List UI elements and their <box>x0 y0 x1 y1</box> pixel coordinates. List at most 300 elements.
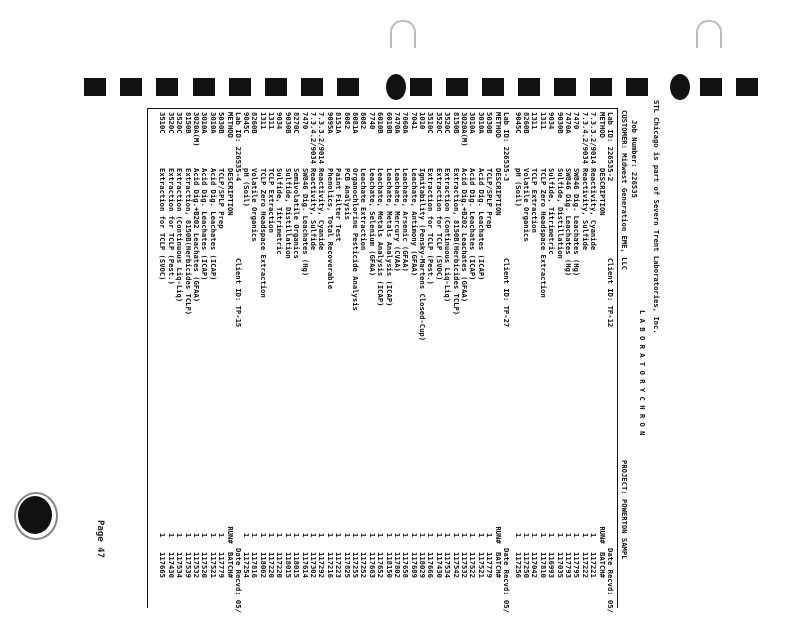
col-runs: RUN# <box>493 526 503 544</box>
batch-cell: 117521 <box>476 552 486 578</box>
method-cell: 1311 <box>530 112 540 130</box>
description-cell: Acid Dig. Leachates (ICAP) <box>200 168 210 281</box>
runs-cell: 1 <box>325 532 335 538</box>
runs-cell: 1 <box>258 532 268 538</box>
feed-hole <box>193 78 215 96</box>
method-cell: 7470A <box>392 112 402 134</box>
col-method: METHOD <box>225 112 235 138</box>
section-header <box>502 112 510 613</box>
method-cell: 7060A <box>401 112 411 134</box>
runs-cell: 1 <box>468 532 478 538</box>
runs-cell: 1 <box>418 532 428 538</box>
method-cell: 9030B <box>283 112 293 134</box>
batch-cell: 117222 <box>580 552 590 578</box>
description-cell: TCLP Extraction <box>530 168 540 233</box>
table-row <box>242 112 250 613</box>
feed-hole <box>736 78 758 96</box>
method-cell: 8150B <box>451 112 461 134</box>
method-cell: 3010A <box>468 112 478 134</box>
table-row <box>166 112 174 613</box>
description-cell: Extraction, 8150B(Herbicides TCLP) <box>451 168 461 316</box>
batch-cell: 117255 <box>350 552 360 578</box>
runs-cell: 1 <box>367 532 377 538</box>
method-cell: 7.3.3.2/9014 <box>317 112 327 164</box>
description-cell: Leachate, Metals Analysis (ICAP) <box>376 168 386 307</box>
runs-cell: 1 <box>317 532 327 538</box>
batch-cell: 117793 <box>564 552 574 578</box>
table-row <box>468 112 476 613</box>
method-cell: 8260B <box>250 112 260 134</box>
description-cell: Sulfide, Distillation <box>555 168 565 259</box>
method-cell: 1311 <box>258 112 268 130</box>
runs-cell: 1 <box>530 532 540 538</box>
batch-cell: 117256 <box>513 552 523 578</box>
runs-cell: 1 <box>217 532 227 538</box>
method-cell: 9034 <box>275 112 285 130</box>
batch-cell: 117221 <box>589 552 599 578</box>
description-cell: Organochlorine Pesticide Analysis <box>350 168 360 311</box>
runs-cell: 1 <box>589 532 599 538</box>
date-received: Date Recvd: 05/ <box>502 548 511 613</box>
batch-cell: 117802 <box>392 552 402 578</box>
feed-hole <box>518 78 540 96</box>
rows-container <box>242 112 494 613</box>
method-cell: 9030B <box>555 112 565 134</box>
table-row <box>418 112 426 613</box>
description-cell: Ignitability (Pensky-Martens Closed-Cup) <box>418 168 428 342</box>
runs-cell: 1 <box>283 532 293 538</box>
runs-cell: 1 <box>522 532 532 538</box>
table-row <box>434 112 442 613</box>
table-row <box>309 112 317 613</box>
feed-hole <box>84 78 106 96</box>
description-cell: Phenolics, Total Recoverable <box>325 168 335 290</box>
binder-hole <box>18 496 52 534</box>
feed-hole <box>265 78 287 96</box>
runs-cell: 1 <box>401 532 411 538</box>
method-cell: 5030B <box>485 112 495 134</box>
table-row <box>317 112 325 613</box>
table-row <box>208 112 216 613</box>
runs-cell: 1 <box>555 532 565 538</box>
col-batch: BATCH# <box>225 552 235 578</box>
batch-cell: 117779 <box>217 552 227 578</box>
batch-cell: 117825 <box>342 552 352 578</box>
batch-cell: 117042 <box>530 552 540 578</box>
runs-cell: 1 <box>434 532 444 538</box>
batch-cell: 118029 <box>418 552 428 578</box>
description-cell: pH (Soil) <box>241 168 251 207</box>
batch-cell: 117223 <box>334 552 344 578</box>
table-row <box>334 112 342 613</box>
method-cell: 3020A(M) <box>192 112 202 147</box>
method-cell: 7041 <box>409 112 419 130</box>
description-cell: Reactivity, Sulfide <box>580 168 590 251</box>
client-id: Client ID: TP-12 <box>606 258 615 328</box>
runs-cell: 1 <box>538 532 548 538</box>
table-row <box>580 112 588 613</box>
table-row <box>393 112 401 613</box>
method-cell: 6010B <box>376 112 386 134</box>
feed-hole <box>120 78 142 96</box>
table-row <box>426 112 434 613</box>
feed-hole <box>337 78 359 96</box>
rule-bottom <box>147 108 148 608</box>
sample-section <box>242 112 511 613</box>
description-cell: Extraction for TCLP (SVOC) <box>434 168 444 281</box>
rule-left <box>148 108 618 109</box>
lab-id: Lab ID: 226535-2 <box>606 112 615 182</box>
batch-cell: 117522 <box>468 552 478 578</box>
description-cell: Extraction (Continuous Liq-Liq) <box>443 168 453 303</box>
feed-hole <box>229 78 251 96</box>
batch-cell: 117254 <box>241 552 251 578</box>
description-cell: Reactivity, Sulfide <box>309 168 319 251</box>
client-id: Client ID: TP-15 <box>234 258 243 328</box>
description-cell: Acid Dig. Leachates (ICAP) <box>208 168 218 281</box>
col-runs: RUN# <box>225 526 235 544</box>
col-description: DESCRIPTION <box>493 168 503 216</box>
table-row <box>200 112 208 613</box>
table-row <box>275 112 283 613</box>
method-cell: 3520C <box>175 112 185 134</box>
batch-cell: 117534 <box>175 552 185 578</box>
table-row <box>175 112 183 613</box>
section-header <box>234 112 242 613</box>
feed-hole <box>590 78 612 96</box>
runs-cell: 1 <box>451 532 461 538</box>
runs-cell: 1 <box>250 532 260 538</box>
description-cell: Extraction for TCLP (Pest.) <box>426 168 436 285</box>
description-cell: TCLP/SPLP Prep <box>485 168 495 229</box>
batch-cell: 117816 <box>250 552 260 578</box>
runs-cell: 1 <box>183 532 193 538</box>
table-row <box>325 112 333 613</box>
feed-hole <box>700 78 722 96</box>
project-line: PROJECT: POWERTON SAMPL <box>620 460 629 560</box>
table-row <box>158 112 166 613</box>
table-row <box>384 112 392 613</box>
table-row <box>258 112 266 613</box>
description-cell: Volatile Organics <box>522 168 532 242</box>
method-cell: 3010A <box>476 112 486 134</box>
batch-cell: 117250 <box>522 552 532 578</box>
batch-cell: 117810 <box>538 552 548 578</box>
description-cell: Leachate, Antimony (GFAA) <box>409 168 419 277</box>
sprocket-outline <box>390 20 416 48</box>
batch-cell: 117542 <box>451 552 461 578</box>
method-cell: 9045C <box>241 112 251 134</box>
table-row <box>513 112 521 613</box>
description-cell: Sulfide, Titrimetric <box>275 168 285 255</box>
batch-cell: 117652 <box>376 552 386 578</box>
rotated-report <box>120 100 660 620</box>
description-cell: Leachate, Mercury (CVAA) <box>392 168 402 272</box>
col-method: METHOD <box>597 112 607 138</box>
feed-hole <box>410 78 432 96</box>
method-cell: 8082 <box>342 112 352 130</box>
table-row <box>476 112 484 613</box>
batch-cell: 117520 <box>200 552 210 578</box>
description-cell: Sulfide, Distillation <box>283 168 293 259</box>
runs-cell: 1 <box>564 532 574 538</box>
method-cell: 3510C <box>426 112 436 134</box>
tractor-feed-band <box>0 78 800 100</box>
batch-cell: 117539 <box>183 552 193 578</box>
lab-id: Lab ID: 226535-4 <box>234 112 243 182</box>
table-row <box>547 112 555 613</box>
description-cell: Volatile Organics <box>250 168 260 242</box>
description-cell: Reactivity, Cyanide <box>317 168 327 251</box>
runs-cell: 1 <box>175 532 185 538</box>
method-cell: 3520C <box>434 112 444 134</box>
runs-cell: 1 <box>384 532 394 538</box>
table-row <box>460 112 468 613</box>
description-cell: SW846 Dig. Leachates (Hg) <box>300 168 310 277</box>
description-cell: TCLP Extraction <box>267 168 277 233</box>
table-row <box>572 112 580 613</box>
col-description: DESCRIPTION <box>225 168 235 216</box>
method-cell: 3010A <box>208 112 218 134</box>
customer-line: CUSTOMER: Midwest Generation EME, LLC <box>620 110 629 271</box>
runs-cell: 1 <box>267 532 277 538</box>
date-received: Date Recvd: 05/ <box>234 548 243 613</box>
description-cell: Leachate, Arsenic (GFAA) <box>401 168 411 272</box>
runs-cell: 1 <box>200 532 210 538</box>
method-cell: 7.3.4.2/9034 <box>309 112 319 164</box>
col-batch: BATCH# <box>597 552 607 578</box>
method-cell: 1010 <box>418 112 428 130</box>
batch-cell: 117666 <box>426 552 436 578</box>
sample-section <box>158 112 242 613</box>
feed-hole <box>446 78 468 96</box>
batch-cell: 117689 <box>409 552 419 578</box>
table-row <box>401 112 409 613</box>
description-cell: pH (Soil) <box>513 168 523 207</box>
method-cell: 1311 <box>538 112 548 130</box>
batch-cell: 117220 <box>275 552 285 578</box>
batch-cell: 117658 <box>401 552 411 578</box>
method-cell: 8260B <box>522 112 532 134</box>
method-cell: 7470A <box>564 112 574 134</box>
method-cell: 9045C <box>513 112 523 134</box>
runs-cell: 1 <box>241 532 251 538</box>
batch-cell: 117220 <box>267 552 277 578</box>
description-cell: TCLP Zero Headspace Extraction <box>258 168 268 298</box>
runs-cell: 1 <box>409 532 419 538</box>
table-row <box>589 112 597 613</box>
date-received: Date Recvd: 05/ <box>606 548 615 613</box>
method-cell: 3520C <box>166 112 176 134</box>
runs-cell: 1 <box>476 532 486 538</box>
column-headers <box>225 112 233 613</box>
batch-cell: 118062 <box>258 552 268 578</box>
table-row <box>522 112 530 613</box>
sprocket-outline <box>696 20 722 48</box>
batch-cell: 117302 <box>309 552 319 578</box>
runs-cell: 1 <box>309 532 319 538</box>
method-cell: 7.3.4.2/9034 <box>580 112 590 164</box>
description-cell: Sulfide, Titrimetric <box>547 168 557 255</box>
method-cell: 6010B <box>384 112 394 134</box>
method-cell: 8150B <box>183 112 193 134</box>
runs-cell: 1 <box>572 532 582 538</box>
batch-cell: 117216 <box>325 552 335 578</box>
table-row <box>192 112 200 613</box>
table-row <box>485 112 493 613</box>
client-id: Client ID: TP-27 <box>502 258 511 328</box>
table-row <box>351 112 359 613</box>
method-cell: 7740 <box>367 112 377 130</box>
table-row <box>376 112 384 613</box>
runs-cell: 1 <box>359 532 369 538</box>
lab-id: Lab ID: 226535-3 <box>502 112 511 182</box>
table-row <box>359 112 367 613</box>
description-cell: Semivolatile Organics <box>292 168 302 259</box>
table-row <box>367 112 375 613</box>
batch-cell: 117521 <box>208 552 218 578</box>
batch-cell: 117532 <box>460 552 470 578</box>
description-cell: Leachate, Selenium (GFAA) <box>367 168 377 277</box>
method-cell: 7470 <box>300 112 310 130</box>
table-row <box>267 112 275 613</box>
sample-section <box>513 112 614 613</box>
feed-hole <box>626 78 648 96</box>
batch-cell: 117779 <box>485 552 495 578</box>
batch-cell: 117665 <box>158 552 168 578</box>
description-cell: Acid Dig.+B202 Leachates (GFAA) <box>192 168 202 303</box>
batch-cell: 117292 <box>317 552 327 578</box>
description-cell: SW846 Dig. Leachates (Hg) <box>572 168 582 277</box>
runs-cell: 1 <box>350 532 360 538</box>
batch-cell: 117663 <box>367 552 377 578</box>
page-number: Page 47 <box>95 520 105 558</box>
description-cell: Reactivity, Cyanide <box>589 168 599 251</box>
method-cell: 8270C <box>292 112 302 134</box>
batch-cell: 117534 <box>443 552 453 578</box>
table-row <box>530 112 538 613</box>
table-row <box>443 112 451 613</box>
runs-cell: 1 <box>547 532 557 538</box>
job-number: Job Number: 226535 <box>630 120 639 198</box>
runs-cell: 1 <box>334 532 344 538</box>
table-row <box>409 112 417 613</box>
method-cell: 1311 <box>267 112 277 130</box>
company-line: STL Chicago is part of Severn Trent Laboratories, Inc. <box>652 100 661 334</box>
batch-cell: 117430 <box>434 552 444 578</box>
feed-hole <box>386 74 406 100</box>
table-row <box>564 112 572 613</box>
feed-hole <box>554 78 576 96</box>
rows-container <box>513 112 597 613</box>
batch-cell: 117252 <box>359 552 369 578</box>
batch-cell: 117795 <box>572 552 582 578</box>
description-cell: TCLP/SPLP Prep <box>217 168 227 229</box>
method-cell: 7470 <box>572 112 582 130</box>
method-cell: 3520C <box>443 112 453 134</box>
runs-cell: 1 <box>208 532 218 538</box>
lab-title: L A B O R A T O R Y C H R O N <box>638 310 647 436</box>
description-cell: Extraction for TCLP (Pest.) <box>166 168 176 285</box>
feed-hole <box>301 78 323 96</box>
batch-cell: 116993 <box>547 552 557 578</box>
table-row <box>292 112 300 613</box>
batch-cell: 117430 <box>166 552 176 578</box>
method-cell: 8081A <box>350 112 360 134</box>
feed-hole <box>670 74 690 100</box>
table-row <box>538 112 546 613</box>
runs-cell: 1 <box>426 532 436 538</box>
batch-cell: 117614 <box>300 552 310 578</box>
method-cell: 5030B <box>217 112 227 134</box>
method-cell: 9095A <box>325 112 335 134</box>
runs-cell: 1 <box>392 532 402 538</box>
runs-cell: 1 <box>513 532 523 538</box>
feed-hole <box>482 78 504 96</box>
method-cell: 8082 <box>359 112 369 130</box>
runs-cell: 1 <box>443 532 453 538</box>
method-cell: 9034 <box>547 112 557 130</box>
description-cell: Acid Dig.+B202 Leachates (GFAA) <box>460 168 470 303</box>
runs-cell: 1 <box>376 532 386 538</box>
method-cell: 3020A(M) <box>460 112 470 147</box>
batch-cell: 117035 <box>555 552 565 578</box>
description-cell: Acid Dig. Leachates (ICAP) <box>476 168 486 281</box>
runs-cell: 1 <box>300 532 310 538</box>
description-cell: TCLP Zero Headspace Extraction <box>538 168 548 298</box>
runs-cell: 1 <box>292 532 302 538</box>
description-cell: Paint Filter Test <box>334 168 344 242</box>
runs-cell: 1 <box>166 532 176 538</box>
table-row <box>555 112 563 613</box>
description-cell: Extraction, 8150B(Herbicides TCLP) <box>183 168 193 316</box>
description-cell: Acid Dig. Leachates (ICAP) <box>468 168 478 281</box>
runs-cell: 1 <box>580 532 590 538</box>
table-row <box>283 112 291 613</box>
runs-cell: 1 <box>158 532 168 538</box>
method-cell: 3510C <box>158 112 168 134</box>
col-runs: RUN# <box>597 526 607 544</box>
batch-cell: 118015 <box>292 552 302 578</box>
section-header <box>606 112 614 613</box>
description-cell: Extraction for TCLP (SVOC) <box>158 168 168 281</box>
batch-cell: 118150 <box>384 552 394 578</box>
runs-cell: 1 <box>275 532 285 538</box>
col-description: DESCRIPTION <box>597 168 607 216</box>
method-cell: 3010A <box>200 112 210 134</box>
table-row <box>183 112 191 613</box>
runs-cell: 1 <box>460 532 470 538</box>
runs-cell: 1 <box>342 532 352 538</box>
description-cell: Leachate, Metals Analysis (ICAP) <box>384 168 394 307</box>
column-headers <box>493 112 501 613</box>
description-cell: Extraction (Continuous Liq-Liq) <box>175 168 185 303</box>
method-cell: 7.3.3.2/9014 <box>589 112 599 164</box>
method-cell: 8151A <box>334 112 344 134</box>
table-row <box>451 112 459 613</box>
batch-cell: 118015 <box>283 552 293 578</box>
description-cell: SW846 Dig. Leachates (Hg) <box>564 168 574 277</box>
table-row <box>250 112 258 613</box>
column-headers <box>597 112 605 613</box>
table-row <box>300 112 308 613</box>
description-cell: PCB Analysis <box>342 168 352 220</box>
table-row <box>217 112 225 613</box>
feed-hole <box>156 78 178 96</box>
table-row <box>342 112 350 613</box>
batch-cell: 117532 <box>192 552 202 578</box>
col-method: METHOD <box>493 112 503 138</box>
